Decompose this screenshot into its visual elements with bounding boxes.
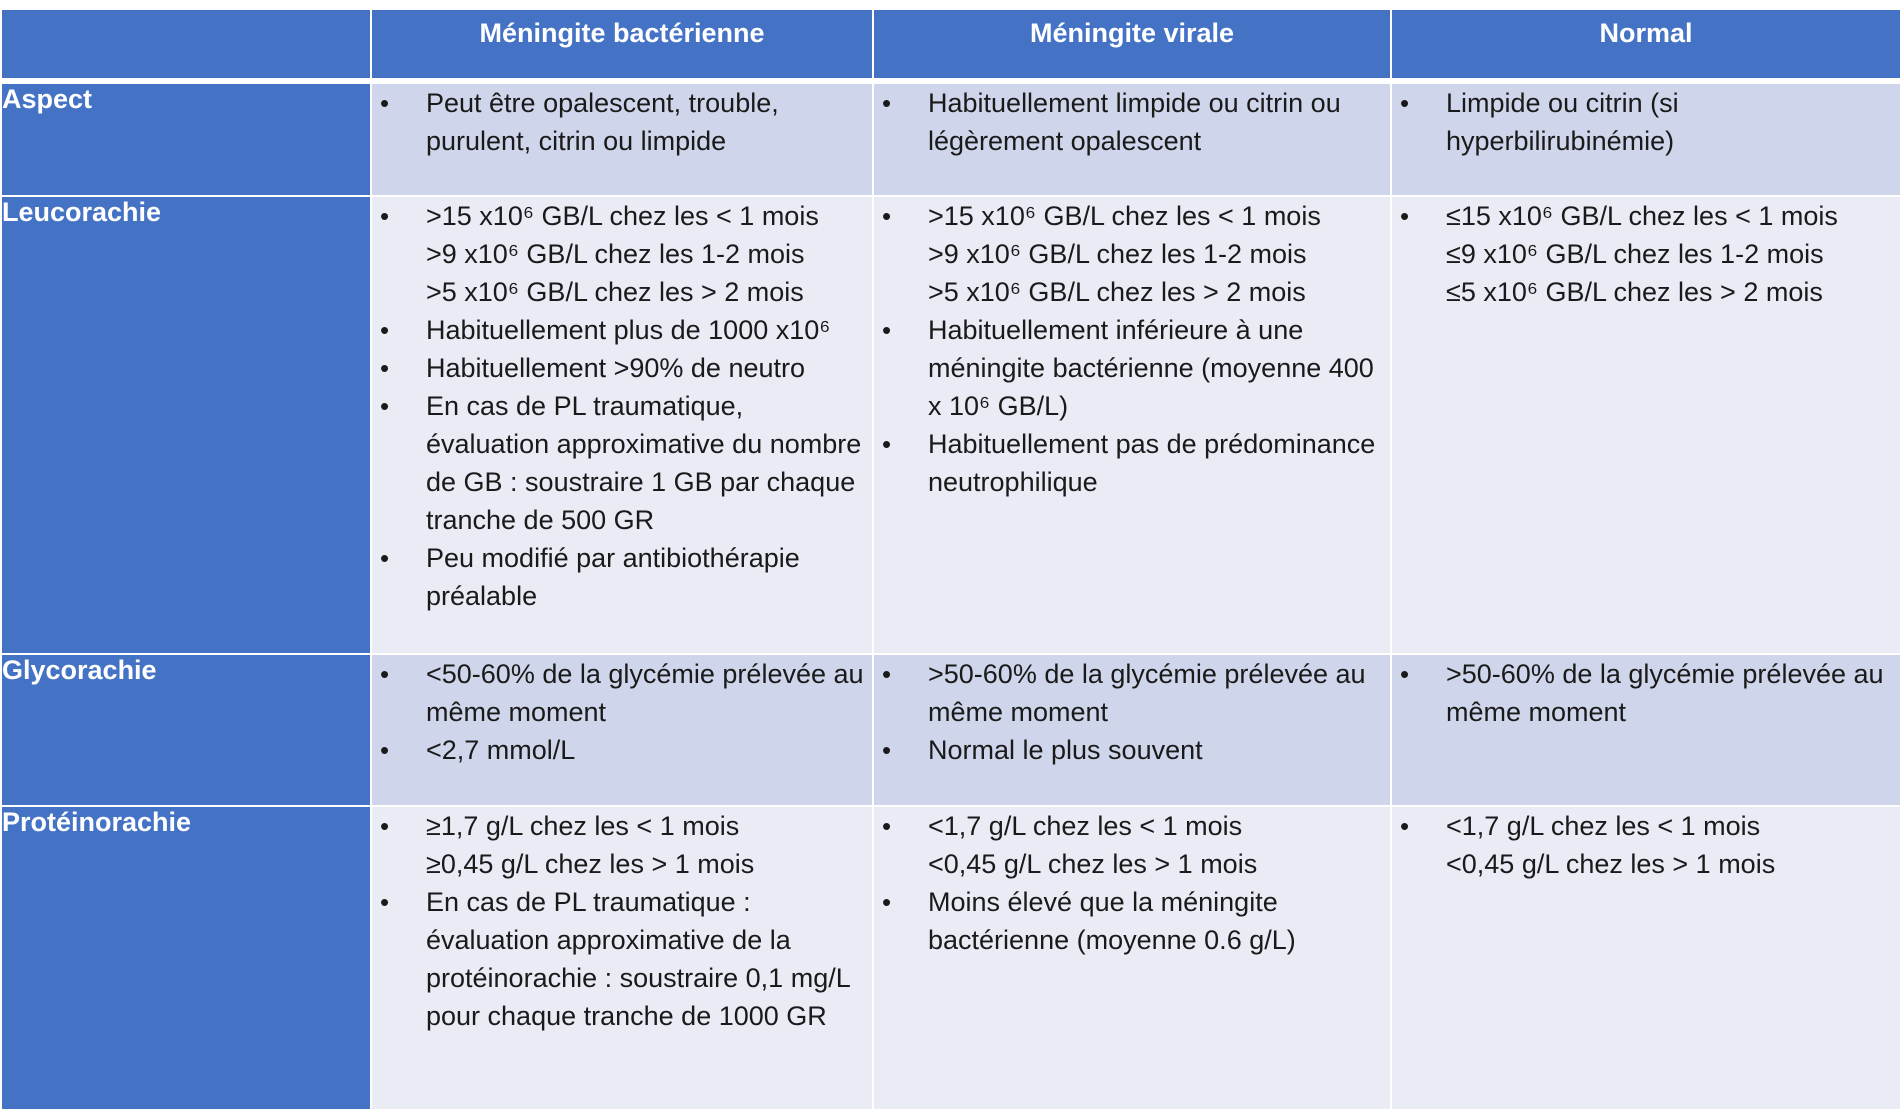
- list-item: • Normal le plus souvent: [874, 731, 1390, 769]
- list-item: • Moins élevé que la méningite bactérienne (moyenne 0.6 g/L): [874, 883, 1390, 959]
- list-item: • <1,7 g/L chez les < 1 mois: [1392, 807, 1900, 845]
- row-glycorachie: [1, 654, 1900, 806]
- header-bacterial: Méningite bactérienne: [371, 9, 873, 81]
- list-item: >9 x10⁶ GB/L chez les 1-2 mois: [928, 239, 1307, 269]
- list-item: • Peu modifié par antibiothérapie préalable: [372, 539, 872, 615]
- list-item: • <2,7 mmol/L: [372, 731, 872, 769]
- list-item: • Habituellement plus de 1000 x10⁶: [372, 311, 872, 349]
- list-item: • En cas de PL traumatique : évaluation approximative de la protéinorachie : soustraire 0,1 mg/L pour chaque tranche de 1000 GR: [372, 883, 872, 1035]
- list-item: • Habituellement inférieure à une méningite bactérienne (moyenne 400 x 10⁶ GB/L): [874, 311, 1390, 425]
- list-item: • Limpide ou citrin (si hyperbilirubinémie): [1392, 84, 1900, 160]
- row-proteinorachie: [1, 806, 1900, 1110]
- list-item: • ≤15 x10⁶ GB/L chez les < 1 mois: [1392, 197, 1900, 235]
- list-item: • <1,7 g/L chez les < 1 mois: [874, 807, 1390, 845]
- list-item: ≤5 x10⁶ GB/L chez les > 2 mois: [1446, 277, 1823, 307]
- list-item: • >15 x10⁶ GB/L chez les < 1 mois: [874, 197, 1390, 235]
- header-corner: [1, 9, 371, 81]
- header-row: [1, 9, 1900, 81]
- list-item: ≥0,45 g/L chez les > 1 mois: [426, 849, 755, 879]
- list-item: • En cas de PL traumatique, évaluation approximative du nombre de GB : soustraire 1 GB par chaque tranche de 500 GR: [372, 387, 872, 539]
- cell-leucorachie-normal: [1391, 196, 1900, 654]
- cell-proteinorachie-normal: [1391, 806, 1900, 1110]
- cell-aspect-normal: [1391, 81, 1900, 196]
- cell-glycorachie-normal: [1391, 654, 1900, 806]
- list-item: <0,45 g/L chez les > 1 mois: [1446, 849, 1776, 879]
- list-item: >9 x10⁶ GB/L chez les 1-2 mois: [426, 239, 805, 269]
- list-item: • Habituellement pas de prédominance neutrophilique: [874, 425, 1390, 501]
- list-item: • >50-60% de la glycémie prélevée au même moment: [874, 655, 1390, 731]
- csf-comparison-table: [0, 8, 1900, 1111]
- cell-leucorachie-bacterial: [371, 196, 873, 654]
- cell-proteinorachie-viral: [873, 806, 1391, 1110]
- row-label-leucorachie: Leucorachie: [1, 196, 371, 654]
- cell-glycorachie-viral: [873, 654, 1391, 806]
- row-label-aspect: Aspect: [1, 81, 371, 196]
- list-item: • >50-60% de la glycémie prélevée au même moment: [1392, 655, 1900, 731]
- cell-proteinorachie-bacterial: [371, 806, 873, 1110]
- row-label-glycorachie: Glycorachie: [1, 654, 371, 806]
- header-viral: Méningite virale: [873, 9, 1391, 81]
- list-item: • ≥1,7 g/L chez les < 1 mois: [372, 807, 872, 845]
- list-item: • Habituellement limpide ou citrin ou légèrement opalescent: [874, 84, 1390, 160]
- list-item: • >15 x10⁶ GB/L chez les < 1 mois: [372, 197, 872, 235]
- cell-aspect-bacterial: [371, 81, 873, 196]
- header-normal: Normal: [1391, 9, 1900, 81]
- list-item: ≤9 x10⁶ GB/L chez les 1-2 mois: [1446, 239, 1824, 269]
- cell-aspect-viral: [873, 81, 1391, 196]
- list-item: • Habituellement >90% de neutro: [372, 349, 872, 387]
- list-item: >5 x10⁶ GB/L chez les > 2 mois: [426, 277, 804, 307]
- list-item: >5 x10⁶ GB/L chez les > 2 mois: [928, 277, 1306, 307]
- cell-glycorachie-bacterial: [371, 654, 873, 806]
- list-item: <0,45 g/L chez les > 1 mois: [928, 849, 1258, 879]
- row-aspect: [1, 81, 1900, 196]
- cell-leucorachie-viral: [873, 196, 1391, 654]
- row-leucorachie: [1, 196, 1900, 654]
- list-item: • <50-60% de la glycémie prélevée au même moment: [372, 655, 872, 731]
- row-label-proteinorachie: Protéinorachie: [1, 806, 371, 1110]
- list-item: • Peut être opalescent, trouble, purulent, citrin ou limpide: [372, 84, 872, 160]
